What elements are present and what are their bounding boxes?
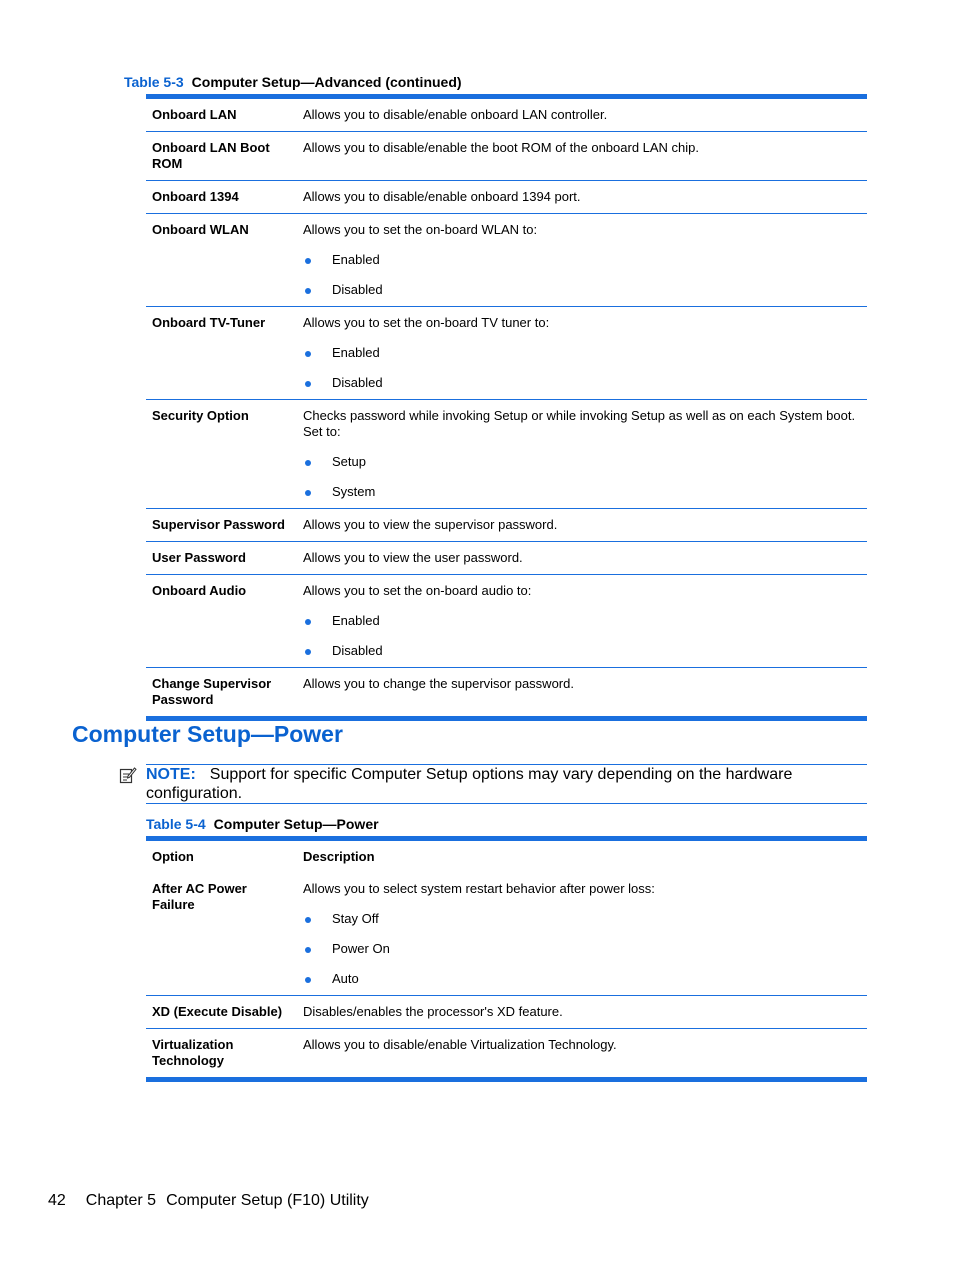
list-item	[303, 911, 861, 927]
option-description-cell	[297, 668, 867, 719]
table-row	[146, 996, 867, 1029]
option-description: Allows you to set the on-board audio to:	[303, 583, 532, 598]
option-description-cell	[297, 575, 867, 668]
option-description-cell	[297, 996, 867, 1029]
option-values-list	[303, 345, 861, 391]
option-name: User Password	[146, 542, 297, 575]
bullet-icon	[305, 619, 311, 625]
bullet-icon	[305, 490, 311, 496]
list-item	[303, 454, 861, 470]
page-number: 42	[48, 1192, 66, 1209]
list-item-label: System	[332, 484, 376, 499]
option-description: Allows you to select system restart behavior after power loss:	[303, 881, 655, 896]
option-description: Allows you to set the on-board WLAN to:	[303, 222, 538, 237]
option-description-cell	[297, 97, 867, 132]
option-description: Allows you to view the user password.	[303, 550, 523, 565]
table-row	[146, 132, 867, 181]
list-item-label: Stay Off	[332, 911, 379, 926]
option-values-list	[303, 613, 861, 659]
note-label: NOTE:	[146, 766, 196, 783]
option-name: Onboard LAN Boot ROM	[146, 132, 297, 181]
table-row	[146, 400, 867, 509]
option-name: Supervisor Password	[146, 509, 297, 542]
option-description: Allows you to disable/enable onboard LAN controller.	[303, 107, 608, 122]
chapter-label: Chapter 5	[85, 1192, 157, 1209]
option-description-cell	[297, 873, 867, 996]
table-5-3	[146, 94, 867, 721]
option-name: XD (Execute Disable)	[146, 996, 297, 1029]
option-values-list	[303, 454, 861, 500]
option-name: Virtualization Technology	[152, 1037, 234, 1068]
option-name: Onboard 1394	[146, 181, 297, 214]
option-description-cell	[297, 542, 867, 575]
list-item	[303, 941, 861, 957]
bullet-icon	[305, 351, 311, 357]
list-item-label: Setup	[332, 454, 366, 469]
option-description-cell	[297, 214, 867, 307]
option-description-cell	[297, 132, 867, 181]
table-row	[146, 214, 867, 307]
list-item	[303, 375, 861, 391]
list-item-label: Disabled	[332, 282, 383, 297]
table-row	[146, 307, 867, 400]
chapter-title: Computer Setup (F10) Utility	[166, 1192, 369, 1209]
option-description: Allows you to set the on-board TV tuner to:	[303, 315, 550, 330]
option-description: Disables/enables the processor's XD feature.	[303, 1004, 563, 1019]
list-item-label: Disabled	[332, 375, 383, 390]
option-description: Checks password while invoking Setup or while invoking Setup as well as on each System boot. Set to:	[303, 408, 856, 439]
option-description: Allows you to view the supervisor password.	[303, 517, 558, 532]
section-heading: Computer Setup—Power	[72, 721, 343, 747]
option-description-cell	[297, 400, 867, 509]
bullet-icon	[305, 258, 311, 264]
bullet-icon	[305, 381, 311, 387]
note-box	[146, 764, 867, 804]
bullet-icon	[305, 288, 311, 294]
list-item	[303, 345, 861, 361]
table-5-4	[146, 836, 867, 1082]
option-description-cell	[297, 181, 867, 214]
list-item	[303, 282, 861, 298]
header-description: Description	[303, 849, 375, 864]
list-item-label: Power On	[332, 941, 390, 956]
list-item-label: Disabled	[332, 643, 383, 658]
option-values-list	[303, 252, 861, 298]
page-footer	[48, 1192, 369, 1210]
table-header-row	[146, 839, 867, 874]
list-item	[303, 252, 861, 268]
table-number: Table 5-4	[146, 816, 206, 832]
list-item-label: Auto	[332, 971, 359, 986]
option-name: Change Supervisor Password	[152, 676, 272, 707]
list-item	[303, 613, 861, 629]
option-description: Allows you to change the supervisor password.	[303, 676, 574, 691]
option-description-cell	[297, 1029, 867, 1080]
table-row	[146, 668, 867, 719]
table-title: Computer Setup—Advanced (continued)	[191, 74, 462, 90]
bullet-icon	[305, 460, 311, 466]
option-description: Allows you to disable/enable onboard 1394 port.	[303, 189, 581, 204]
table-5-3-caption	[124, 74, 462, 90]
list-item	[303, 643, 861, 659]
table-row	[146, 575, 867, 668]
list-item	[303, 484, 861, 500]
option-name: Security Option	[146, 400, 297, 509]
option-name: Onboard Audio	[146, 575, 297, 668]
bullet-icon	[305, 917, 311, 923]
list-item-label: Enabled	[332, 613, 380, 628]
option-name: Onboard TV-Tuner	[146, 307, 297, 400]
table-row	[146, 873, 867, 996]
bullet-icon	[305, 977, 311, 983]
table-row	[146, 542, 867, 575]
table-row	[146, 509, 867, 542]
header-option: Option	[152, 849, 194, 864]
option-values-list	[303, 911, 861, 987]
bullet-icon	[305, 649, 311, 655]
table-row	[146, 1029, 867, 1080]
list-item-label: Enabled	[332, 252, 380, 267]
option-name: After AC Power Failure	[146, 873, 297, 996]
option-description-cell	[297, 509, 867, 542]
table-5-4-caption	[146, 816, 379, 832]
option-name: Onboard LAN	[146, 97, 297, 132]
table-number: Table 5-3	[124, 74, 184, 90]
option-description: Allows you to disable/enable Virtualization Technology.	[303, 1037, 617, 1052]
table-title: Computer Setup—Power	[213, 816, 379, 832]
table-row	[146, 181, 867, 214]
table-row	[146, 97, 867, 132]
note-text: Support for specific Computer Setup options may vary depending on the hardware configuration.	[146, 766, 793, 802]
option-description-cell	[297, 307, 867, 400]
option-name: Onboard WLAN	[146, 214, 297, 307]
option-description: Allows you to disable/enable the boot ROM of the onboard LAN chip.	[303, 140, 700, 155]
list-item-label: Enabled	[332, 345, 380, 360]
list-item	[303, 971, 861, 987]
note-icon	[119, 766, 137, 784]
bullet-icon	[305, 947, 311, 953]
